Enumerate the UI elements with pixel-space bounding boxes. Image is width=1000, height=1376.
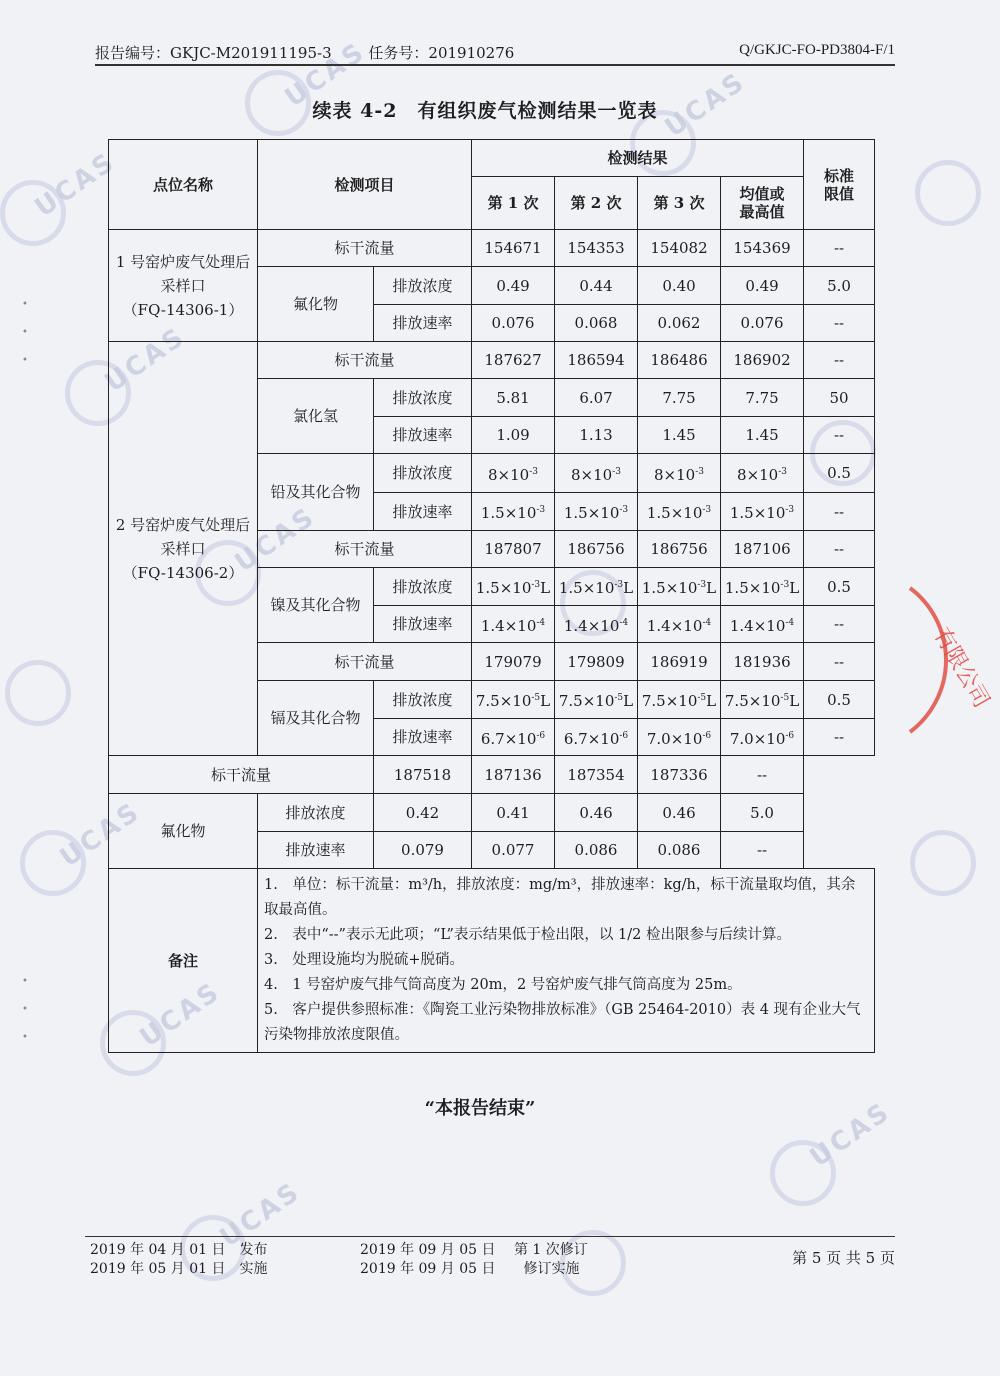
average-value: 0.076: [721, 305, 804, 342]
doc-code: Q/GKJC-FO-PD3804-F/1: [739, 42, 895, 58]
limit-value: --: [804, 417, 875, 454]
run-2-value: $8\times 10^{-3}$: [555, 454, 638, 493]
test-sub-item: 排放浓度: [374, 267, 472, 305]
publish-date: 2019 年 04 月 01 日 发布: [90, 1242, 268, 1258]
limit-value: --: [721, 756, 804, 794]
limit-value: --: [804, 606, 875, 643]
limit-value: --: [804, 719, 875, 756]
average-value: 7.75: [721, 379, 804, 417]
run-1-value: 154671: [472, 230, 555, 267]
table-row: [109, 794, 875, 832]
test-sub-item: 排放速率: [374, 305, 472, 342]
note-5: 5. 客户提供参照标准：《陶瓷工业污染物排放标准》（GB 25464-2010）表 4 现有企业大气污染物排放浓度限值。: [264, 1002, 861, 1043]
watermark-text: UCAS: [214, 1176, 307, 1254]
report-end: “本报告结束”: [424, 1098, 536, 1119]
run-2-value: 154353: [555, 230, 638, 267]
col-run-2: 第 2 次: [555, 177, 638, 230]
revision-implement-date: 2019 年 09 月 05 日 修订实施: [360, 1261, 580, 1277]
limit-value: --: [804, 531, 875, 568]
watermark-text: UCAS: [29, 146, 122, 224]
test-sub-item: 排放浓度: [374, 379, 472, 417]
average-value: 0.49: [721, 267, 804, 305]
run-1-value: 0.079: [374, 832, 472, 869]
run-3-value: $8\times 10^{-3}$: [638, 454, 721, 493]
run-2-value: 1.13: [555, 417, 638, 454]
run-2-value: 179809: [555, 643, 638, 681]
limit-value: 0.5: [804, 454, 875, 493]
table-body: [109, 230, 875, 869]
run-3-value: 186756: [638, 531, 721, 568]
page-number: 第 5 页 共 5 页: [792, 1249, 895, 1267]
average-value: $7.5\times 10^{-5}L$: [721, 681, 804, 719]
run-2-value: 0.068: [555, 305, 638, 342]
watermark-logo: [5, 660, 71, 726]
table-title: 续表 4-2 有组织废气检测结果一览表: [312, 100, 658, 122]
average-value: $1.5\times 10^{-3}L$: [721, 568, 804, 606]
page-header: [95, 40, 895, 66]
average-value: 187106: [721, 531, 804, 568]
watermark-logo: [915, 160, 981, 226]
run-3-value: 0.40: [638, 267, 721, 305]
run-1-value: 5.81: [472, 379, 555, 417]
limit-value: 0.5: [804, 568, 875, 606]
site-name: 2 号窑炉废气处理后 采样口 （FQ-14306-2）: [109, 342, 258, 756]
average-value: 154369: [721, 230, 804, 267]
run-3-value: $1.5\times 10^{-3}L$: [638, 568, 721, 606]
run-1-value: $8\times 10^{-3}$: [472, 454, 555, 493]
limit-value: --: [804, 305, 875, 342]
run-1-value: 0.076: [472, 305, 555, 342]
run-2-value: $7.5\times 10^{-5}L$: [555, 681, 638, 719]
test-item: 镉及其化合物: [258, 681, 374, 756]
note-1: 1. 单位：标干流量：m³/h，排放浓度：mg/m³，排放速率：kg/h，标干流量取均值，其余取最高值。: [264, 877, 856, 918]
task-number: 任务号：201910276: [368, 44, 515, 62]
limit-value: --: [721, 832, 804, 869]
watermark-text: UCAS: [134, 976, 227, 1054]
limit-value: 5.0: [804, 267, 875, 305]
test-item: 标干流量: [109, 756, 374, 794]
run-3-value: $1.5\times 10^{-3}$: [638, 493, 721, 531]
test-sub-item: 排放浓度: [374, 454, 472, 493]
run-3-value: $1.4\times 10^{-4}$: [638, 606, 721, 643]
col-site: 点位名称: [109, 140, 258, 230]
average-value: $1.4\times 10^{-4}$: [721, 606, 804, 643]
note-3: 3. 处理设施均为脱硫+脱硝。: [264, 952, 464, 968]
run-1-value: $1.5\times 10^{-3}L$: [472, 568, 555, 606]
limit-value: 5.0: [721, 794, 804, 832]
watermark-text: UCAS: [279, 36, 372, 114]
average-value: 187336: [638, 756, 721, 794]
watermark-text: UCAS: [229, 501, 322, 579]
col-item: 检测项目: [258, 140, 472, 230]
table-row: [109, 756, 875, 794]
col-run-1: 第 1 次: [472, 177, 555, 230]
run-1-value: 187518: [374, 756, 472, 794]
test-sub-item: 排放速率: [374, 606, 472, 643]
svg-text:有限公司: 有限公司: [928, 623, 994, 713]
run-1-value: 1.09: [472, 417, 555, 454]
run-2-value: $6.7\times 10^{-6}$: [555, 719, 638, 756]
report-number: 报告编号：GKJC-M201911195-3: [95, 44, 332, 62]
average-value: $7.0\times 10^{-6}$: [721, 719, 804, 756]
binding-holes: • • •: [22, 976, 28, 1043]
limit-value: 50: [804, 379, 875, 417]
average-value: $8\times 10^{-3}$: [721, 454, 804, 493]
run-2-value: 0.077: [472, 832, 555, 869]
test-sub-item: 排放速率: [374, 417, 472, 454]
test-item: 镍及其化合物: [258, 568, 374, 643]
run-3-value: 154082: [638, 230, 721, 267]
run-2-value: $1.5\times 10^{-3}$: [555, 493, 638, 531]
run-2-value: 0.44: [555, 267, 638, 305]
limit-value: --: [804, 643, 875, 681]
limit-value: 0.5: [804, 681, 875, 719]
revision-date: 2019 年 09 月 05 日 第 1 次修订: [360, 1242, 588, 1258]
results-table: [108, 139, 875, 1053]
run-3-value: 186919: [638, 643, 721, 681]
run-1-value: 0.42: [374, 794, 472, 832]
run-3-value: 0.062: [638, 305, 721, 342]
run-3-value: $7.0\times 10^{-6}$: [638, 719, 721, 756]
test-sub-item: 排放浓度: [374, 568, 472, 606]
average-value: 0.086: [638, 832, 721, 869]
run-2-value: $1.5\times 10^{-3}L$: [555, 568, 638, 606]
run-1-value: $7.5\times 10^{-5}L$: [472, 681, 555, 719]
run-2-value: 187136: [472, 756, 555, 794]
watermark-text: UCAS: [54, 796, 147, 874]
test-sub-item: 排放浓度: [374, 681, 472, 719]
run-3-value: 7.75: [638, 379, 721, 417]
run-1-value: 0.49: [472, 267, 555, 305]
average-value: 181936: [721, 643, 804, 681]
average-value: $1.5\times 10^{-3}$: [721, 493, 804, 531]
run-2-value: 186756: [555, 531, 638, 568]
col-limit: 标准限值: [804, 140, 875, 230]
company-seal: [880, 580, 1000, 740]
table-row: [109, 230, 875, 267]
run-3-value: 0.46: [555, 794, 638, 832]
watermark-text: UCAS: [659, 66, 752, 144]
note-2: 2. 表中“--”表示无此项；“L”表示结果低于检出限，以 1/2 检出限参与后续计算。: [264, 927, 791, 943]
run-2-value: $1.4\times 10^{-4}$: [555, 606, 638, 643]
run-1-value: 187627: [472, 342, 555, 379]
test-item: 氯化氢: [258, 379, 374, 454]
run-3-value: 187354: [555, 756, 638, 794]
run-1-value: 187807: [472, 531, 555, 568]
run-3-value: 186486: [638, 342, 721, 379]
run-1-value: 179079: [472, 643, 555, 681]
test-item: 标干流量: [258, 643, 472, 681]
average-value: 186902: [721, 342, 804, 379]
average-value: 0.46: [638, 794, 721, 832]
limit-value: --: [804, 493, 875, 531]
implement-date: 2019 年 05 月 01 日 实施: [90, 1261, 268, 1277]
binding-holes: • • •: [22, 299, 28, 366]
test-sub-item: 排放速率: [258, 832, 374, 869]
run-2-value: 0.41: [472, 794, 555, 832]
watermark-logo: [910, 830, 976, 896]
run-1-value: $1.4\times 10^{-4}$: [472, 606, 555, 643]
note-4: 4. 1 号窑炉废气排气筒高度为 20m，2 号窑炉废气排气筒高度为 25m。: [264, 977, 742, 993]
run-2-value: 186594: [555, 342, 638, 379]
page-footer: [85, 1236, 895, 1277]
notes-text: [258, 869, 875, 1053]
test-sub-item: 排放浓度: [258, 794, 374, 832]
run-3-value: 0.086: [555, 832, 638, 869]
test-item: 氟化物: [258, 267, 374, 342]
col-average: 均值或最高值: [721, 177, 804, 230]
col-run-3: 第 3 次: [638, 177, 721, 230]
limit-value: --: [804, 230, 875, 267]
site-name: 1 号窑炉废气处理后 采样口 （FQ-14306-1）: [109, 230, 258, 342]
run-1-value: $1.5\times 10^{-3}$: [472, 493, 555, 531]
watermark-text: UCAS: [804, 1096, 897, 1174]
watermark-text: UCAS: [99, 321, 192, 399]
test-item: 铅及其化合物: [258, 454, 374, 531]
test-item: 标干流量: [258, 230, 472, 267]
run-2-value: 6.07: [555, 379, 638, 417]
table-row: [109, 342, 875, 379]
test-sub-item: 排放速率: [374, 719, 472, 756]
test-item: 标干流量: [258, 531, 472, 568]
run-3-value: $7.5\times 10^{-5}L$: [638, 681, 721, 719]
test-item: 标干流量: [258, 342, 472, 379]
test-item: 氟化物: [109, 794, 258, 869]
limit-value: --: [804, 342, 875, 379]
average-value: 1.45: [721, 417, 804, 454]
col-results: 检测结果: [472, 140, 804, 177]
run-1-value: $6.7\times 10^{-6}$: [472, 719, 555, 756]
run-3-value: 1.45: [638, 417, 721, 454]
notes-label: 备注: [109, 869, 258, 1053]
test-sub-item: 排放速率: [374, 493, 472, 531]
